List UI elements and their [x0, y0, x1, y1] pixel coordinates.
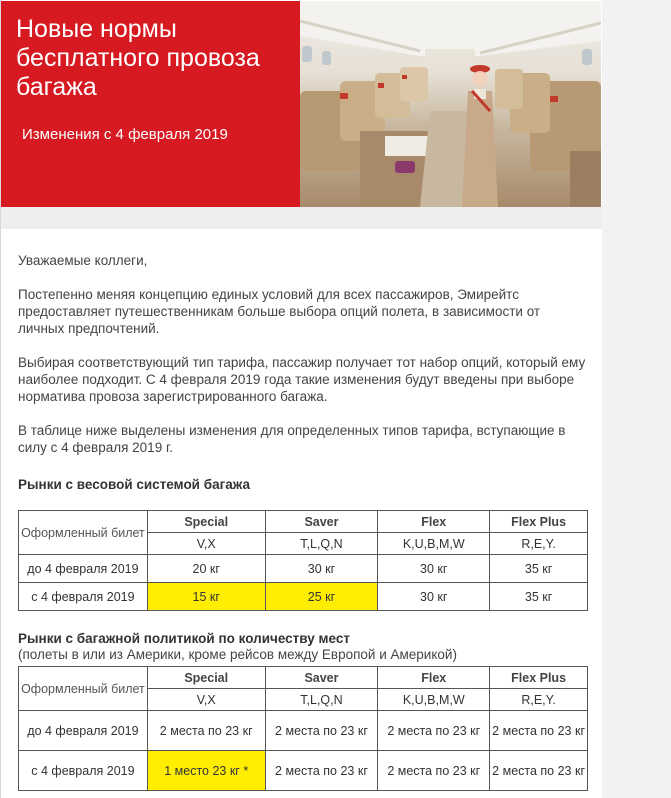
table1-fare-special: Special: [147, 511, 265, 533]
table-cell: 35 кг: [490, 555, 588, 583]
cabin-photo-illustration: [300, 1, 601, 207]
header-title: Новые нормы бесплатного провоза багажа: [16, 15, 260, 101]
piece-baggage-table: [18, 666, 588, 791]
header-divider-band: [1, 207, 602, 229]
table-cell-highlighted: 1 место 23 кг *: [147, 751, 265, 791]
table-cell-highlighted: 15 кг: [147, 583, 265, 611]
table2-fare-saver: Saver: [265, 667, 378, 689]
table-cell: 35 кг: [490, 583, 588, 611]
table-cell: 2 места по 23 кг: [147, 711, 265, 751]
table-cell: 2 места по 23 кг: [490, 711, 588, 751]
table2-codes-flex-plus: R,E,Y.: [490, 689, 588, 711]
table1-header-row: [19, 511, 588, 533]
table2-ticket-label: Оформленный билет: [19, 667, 148, 711]
table-cell: 2 места по 23 кг: [265, 711, 378, 751]
table1-row-label: до 4 февраля 2019: [19, 555, 148, 583]
table-cell: 20 кг: [147, 555, 265, 583]
table1-codes-flex: K,U,B,M,W: [378, 533, 490, 555]
table-row: [19, 555, 588, 583]
table-cell: 30 кг: [378, 555, 490, 583]
header-banner: [1, 1, 300, 207]
table1-codes-flex-plus: R,E,Y.: [490, 533, 588, 555]
table-row: [19, 583, 588, 611]
table1-ticket-label: Оформленный билет: [19, 511, 148, 555]
table1-title: Рынки с весовой системой багажа: [18, 477, 250, 492]
table-cell: 2 места по 23 кг: [265, 751, 378, 791]
weight-baggage-table: [18, 510, 588, 611]
table1-fare-saver: Saver: [265, 511, 378, 533]
table2-codes-flex: K,U,B,M,W: [378, 689, 490, 711]
paragraph-intro: Постепенно меняя концепцию единых условий для всех пассажиров, Эмирейтс предоставляет путешественникам больше выбора опций полета, в зависимости от личных предпочтений.: [18, 287, 541, 336]
table1-codes-special: V,X: [147, 533, 265, 555]
greeting: Уважаемые коллеги,: [18, 253, 148, 268]
email-body: [18, 252, 588, 473]
table2-header-row: [19, 667, 588, 689]
table-row: [19, 711, 588, 751]
table2-title: Рынки с багажной политикой по количеству мест: [18, 631, 350, 646]
table-cell-highlighted: 25 кг: [265, 583, 378, 611]
table2-fare-flex-plus: Flex Plus: [490, 667, 588, 689]
table-cell: 2 места по 23 кг: [490, 751, 588, 791]
outer-background: [602, 0, 671, 798]
table-cell: 30 кг: [378, 583, 490, 611]
table2-row-label: до 4 февраля 2019: [19, 711, 148, 751]
table-cell: 2 места по 23 кг: [378, 711, 490, 751]
email-header: [1, 1, 601, 207]
table-cell: 30 кг: [265, 555, 378, 583]
table2-subtitle: (полеты в или из Америки, кроме рейсов между Европой и Америкой): [18, 647, 457, 662]
table1-fare-flex: Flex: [378, 511, 490, 533]
paragraph-table-note: В таблице ниже выделены изменения для определенных типов тарифа, вступающие в силу с 4 февраля 2019 г.: [18, 423, 566, 455]
cabin-photo: [300, 1, 601, 207]
table2-codes-special: V,X: [147, 689, 265, 711]
table-cell: 2 места по 23 кг: [378, 751, 490, 791]
table2-fare-special: Special: [147, 667, 265, 689]
table2-row-label: с 4 февраля 2019: [19, 751, 148, 791]
table-row: [19, 751, 588, 791]
paragraph-fare-options: Выбирая соответствующий тип тарифа, пассажир получает тот набор опций, который ему наиболее подходит. С 4 февраля 2019 года такие изменения будут введены при выборе норматива провоза зарегистрированного багажа.: [18, 355, 586, 404]
table1-row-label: с 4 февраля 2019: [19, 583, 148, 611]
table2-codes-saver: T,L,Q,N: [265, 689, 378, 711]
header-subtitle: Изменения с 4 февраля 2019: [22, 126, 228, 143]
table2-fare-flex: Flex: [378, 667, 490, 689]
table1-codes-saver: T,L,Q,N: [265, 533, 378, 555]
table1-fare-flex-plus: Flex Plus: [490, 511, 588, 533]
